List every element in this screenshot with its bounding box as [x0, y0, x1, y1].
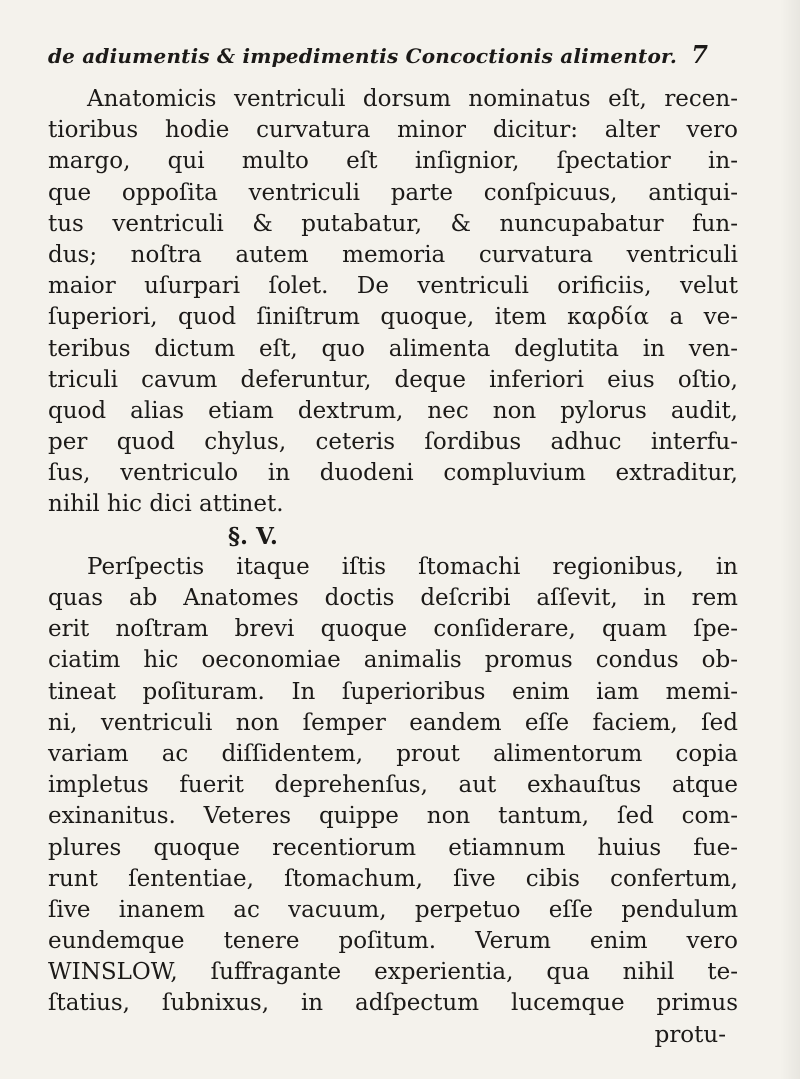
text-line: erit noſtram brevi quoque conſiderare, quam ſpe-	[48, 616, 738, 643]
section-heading: §. V.	[228, 522, 278, 550]
text-line: ſive inanem ac vacuum, perpetuo eſſe pendulum	[48, 896, 738, 923]
text-line: eundemque tenere poſitum. Verum enim vero	[48, 928, 738, 955]
text-line: variam ac diſſidentem, prout alimentorum copia	[48, 740, 738, 767]
text-line: exinanitus. Veteres quippe non tantum, ſed com-	[48, 803, 738, 830]
text-line: tioribus hodie curvatura minor dicitur: alter vero	[48, 117, 738, 144]
running-title: de adiumentis & impedimentis Concoctionis alimentor.	[48, 44, 678, 68]
text-line: plures quoque recentiorum etiamnum huius fue-	[48, 834, 738, 861]
text-line: ni, ventriculi non ſemper eandem eſſe faciem, ſed	[48, 709, 738, 736]
text-line: tus ventriculi & putabatur, & nuncupabatur fun-	[48, 210, 738, 237]
text-line: quod alias etiam dextrum, nec non pylorus audit,	[48, 397, 738, 424]
text-line: que oppoſita ventriculi parte conſpicuus, antiqui-	[48, 179, 738, 206]
text-line: teribus dictum eſt, quo alimenta deglutita in ven-	[48, 335, 738, 362]
page-number: 7	[691, 40, 708, 69]
text-line: margo, qui multo eſt inſignior, ſpectatior in-	[48, 148, 738, 175]
text-line: runt ſententiae, ſtomachum, ſive cibis confertum,	[48, 865, 738, 892]
text-line: ſtatius, ſubnixus, in adſpectum lucemque primus	[48, 990, 738, 1017]
main-text	[48, 84, 738, 1051]
text-line: maior uſurpari ſolet. De ventriculi orificiis, velut	[48, 273, 738, 300]
text-line: ſuperiori, quod ſiniſtrum quoque, item καρδία a ve-	[48, 304, 738, 331]
text-line: dus; noſtra autem memoria curvatura ventriculi	[48, 241, 738, 268]
text-line: WINSLOW, ſuffragante experientia, qua nihil te-	[48, 959, 738, 986]
text-line: tineat poſituram. In ſuperioribus enim iam memi-	[48, 678, 738, 705]
text-line: ſus, ventriculo in duodeni compluvium extraditur,	[48, 460, 738, 487]
text-line: per quod chylus, ceteris ſordibus adhuc interfu-	[48, 429, 738, 456]
text-line: ciatim hic oeconomiae animalis promus condus ob-	[48, 647, 738, 674]
text-line: quas ab Anatomes doctis deſcribi aſſevit, in rem	[48, 585, 738, 611]
catchword: protu-	[654, 1021, 726, 1048]
running-header	[48, 40, 708, 69]
text-line: Perſpectis itaque iſtis ſtomachi regionibus, in	[87, 553, 738, 580]
page-edge-shadow	[780, 0, 800, 1079]
text-line: Anatomicis ventriculi dorsum nominatus eſt, recen-	[87, 86, 738, 112]
text-line: impletus fuerit deprehenſus, aut exhauſtus atque	[48, 772, 738, 799]
text-line: triculi cavum deferuntur, deque inferiori eius oſtio,	[48, 366, 738, 393]
text-line: nihil hic dici attinet.	[48, 491, 284, 518]
